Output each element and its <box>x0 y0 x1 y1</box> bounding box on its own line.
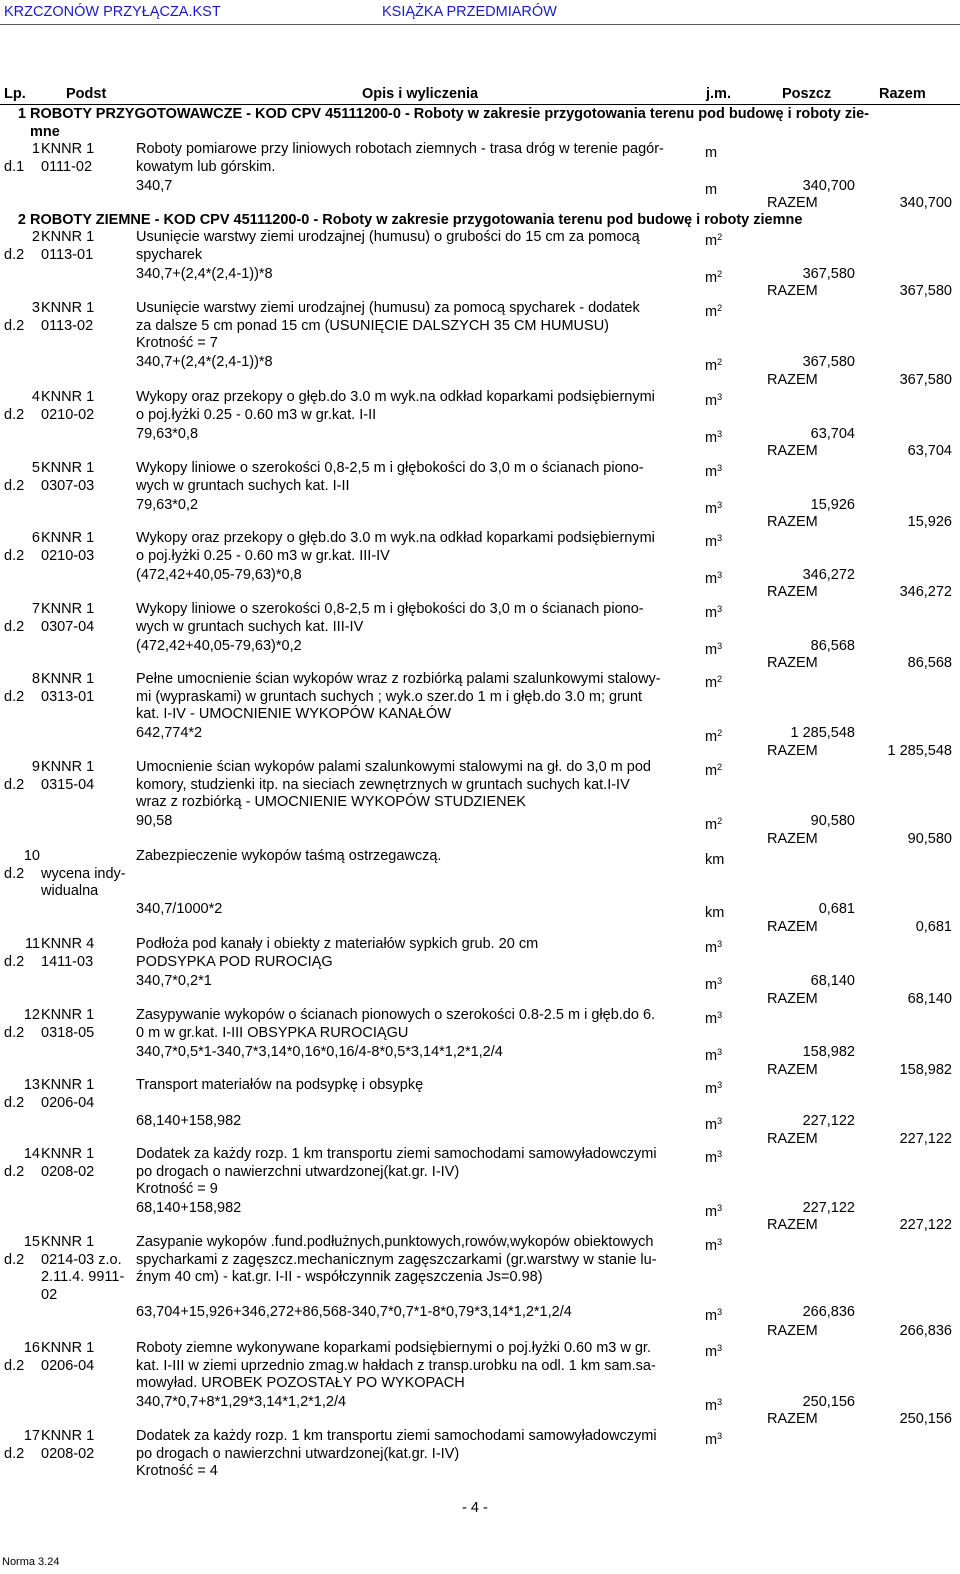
item-number: 5 <box>31 460 40 476</box>
item-basis-code: KNNR 1 <box>41 1007 95 1023</box>
unit-base: m <box>705 729 718 745</box>
item-basis-code: KNNR 1 <box>41 671 95 687</box>
item-basis-code: 0210-03 <box>41 547 95 564</box>
item-description-line: Podłoża pod kanały i obiekty z materiałów sypkich grub. 20 cm <box>136 936 539 952</box>
calc-row <box>0 425 960 446</box>
razem-value: 0,681 <box>915 919 952 935</box>
item-basis-code: 2.11.4. 9911- <box>41 1269 125 1286</box>
item-description-line: mi (wypraskami) w gruntach suchych ; wyk.o szer.do 1 m i głęb.do 3.0 m; grunt <box>136 688 643 705</box>
calc-formula: 68,140+158,982 <box>136 1113 242 1129</box>
calc-formula: 340,7+(2,4*(2,4-1))*8 <box>136 266 273 282</box>
unit-exponent: 2 <box>717 357 723 367</box>
calc-formula: 79,63*0,2 <box>136 497 199 513</box>
unit-base: m <box>705 675 718 691</box>
item-description-line: Zasypywanie wykopów o ścianach pionowych o szerokości 0.8-2.5 m i głęb.do 6. <box>136 1007 656 1023</box>
page-number: - 4 - <box>462 1500 488 1516</box>
item-basis-code: KNNR 1 <box>41 1428 95 1444</box>
section-number: 2 <box>17 212 26 228</box>
calc-value: 266,836 <box>802 1304 855 1320</box>
column-header <box>0 86 960 104</box>
unit-base: m <box>705 1048 718 1064</box>
calc-formula: 340,7/1000*2 <box>136 901 223 917</box>
razem-label: RAZEM <box>767 1323 818 1339</box>
unit-exponent: 2 <box>717 674 723 684</box>
item-description-line: wych w gruntach suchych kat. III-IV <box>136 618 364 635</box>
razem-value: 346,272 <box>899 584 952 600</box>
item-d-number: d.2 <box>4 688 25 705</box>
item-unit <box>705 1146 745 1168</box>
razem-row <box>0 583 960 601</box>
razem-value: 266,836 <box>899 1323 952 1339</box>
unit-base: m <box>705 145 718 161</box>
unit-exponent: 3 <box>717 1080 723 1090</box>
unit-base: m <box>705 1432 718 1448</box>
unit-base: m <box>705 763 718 779</box>
unit-exponent: 3 <box>717 1431 723 1441</box>
razem-row <box>0 194 960 212</box>
item-basis-code: 0206-04 <box>41 1357 95 1374</box>
item-number: 4 <box>31 389 40 405</box>
razem-value: 367,580 <box>899 283 952 299</box>
doc-filename: KRZCZONÓW PRZYŁĄCZA.KST <box>4 4 221 20</box>
razem-label: RAZEM <box>767 743 818 759</box>
item-description-line: Zabezpieczenie wykopów taśmą ostrzegawczą. <box>136 848 442 864</box>
calc-value: 90,580 <box>810 813 855 829</box>
item-description-line: o poj.łyżki 0.25 - 0.60 m3 w gr.kat. III-IV <box>136 547 390 564</box>
unit-base: m <box>705 270 718 286</box>
item-basis-code: 0113-02 <box>41 317 94 334</box>
unit-base: m <box>705 393 718 409</box>
unit-exponent: 3 <box>717 500 723 510</box>
item-description-line: Wykopy liniowe o szerokości 0,8-2,5 m i głębokości do 3,0 m o ścianach piono- <box>136 601 644 617</box>
razem-row <box>0 990 960 1008</box>
calc-formula: 642,774*2 <box>136 725 203 741</box>
unit-exponent: 3 <box>717 1203 723 1213</box>
razem-value: 63,704 <box>907 443 952 459</box>
item-description-line: Umocnienie ścian wykopów palami szalunkowymi stalowymi na gł. do 3,0 m pod <box>136 759 651 775</box>
unit-base: m <box>705 464 718 480</box>
unit-base: m <box>705 605 718 621</box>
unit-exponent: 2 <box>717 232 723 242</box>
item-d-number: d.2 <box>4 1163 25 1180</box>
col-razem: Razem <box>879 86 926 102</box>
item-description-line: po drogach o nawierzchni utwardzonej(kat.gr. I-IV) <box>136 1163 460 1180</box>
razem-label: RAZEM <box>767 1411 818 1427</box>
item-description-line: Wykopy liniowe o szerokości 0,8-2,5 m i głębokości do 3,0 m o ścianach piono- <box>136 460 644 476</box>
item-unit <box>705 601 745 623</box>
item-description-line: spycharkami z zagęszcz.mechanicznym zagęszczarkami (gr.warstwy w stanie lu- <box>136 1251 657 1268</box>
razem-row <box>0 513 960 531</box>
item-description-line: wraz z rozbiórką - UMOCNIENIE WYKOPÓW STUDZIENEK <box>136 794 526 811</box>
razem-value: 227,122 <box>899 1131 952 1147</box>
item-basis-code: KNNR 1 <box>41 601 95 617</box>
item-number: 14 <box>23 1146 40 1162</box>
calc-value: 0,681 <box>818 901 855 917</box>
calc-formula: (472,42+40,05-79,63)*0,8 <box>136 567 302 583</box>
unit-base: m <box>705 1204 718 1220</box>
unit-base: km <box>705 905 725 921</box>
item-basis-code: KNNR 1 <box>41 759 95 775</box>
item-description-line: źnym 40 cm) - kat.gr. I-II - współczynnik zagęszczenia Js=0.98) <box>136 1269 543 1286</box>
item-description-line: kowatym lub górskim. <box>136 158 276 175</box>
col-podst: Podst <box>66 86 107 102</box>
item-description-line: Wykopy oraz przekopy o głęb.do 3.0 m wyk.na odkład koparkami podsiębiernymi <box>136 530 655 546</box>
unit-base: m <box>705 358 718 374</box>
calc-row <box>0 353 960 374</box>
item-description-line: mowyład. UROBEK POZOSTAŁY PO WYKOPACH <box>136 1375 465 1392</box>
unit-base: m <box>705 1150 718 1166</box>
unit-base: m <box>705 1238 718 1254</box>
unit-exponent: 3 <box>717 1307 723 1317</box>
calc-row <box>0 724 960 745</box>
item-basis-code: 0318-05 <box>41 1024 95 1041</box>
unit-exponent: 2 <box>717 816 723 826</box>
item-description-line: o poj.łyżki 0.25 - 0.60 m3 w gr.kat. I-II <box>136 406 377 423</box>
unit-base: m <box>705 571 718 587</box>
razem-row <box>0 1410 960 1428</box>
item-d-number: d.2 <box>4 953 25 970</box>
item-basis-code: KNNR 1 <box>41 389 95 405</box>
razem-label: RAZEM <box>767 831 818 847</box>
item-d-number: d.2 <box>4 1251 25 1268</box>
item-description-line: Dodatek za każdy rozp. 1 km transportu ziemi samochodami samowyładowczymi <box>136 1428 657 1444</box>
item-basis-code: KNNR 1 <box>41 229 95 245</box>
item-description-line: Roboty ziemne wykonywane koparkami podsiębiernymi o poj.łyżki 0.60 m3 w gr. <box>136 1340 651 1356</box>
calc-row <box>0 566 960 587</box>
calc-value: 227,122 <box>802 1113 855 1129</box>
item-basis-code: KNNR 4 <box>41 936 95 952</box>
unit-exponent: 3 <box>717 1237 723 1247</box>
calc-formula: 340,7*0,5*1-340,7*3,14*0,16*0,16/4-8*0,5*3,14*1,2*1,2/4 <box>136 1044 503 1060</box>
calc-row <box>0 177 960 198</box>
item-basis-code: KNNR 1 <box>41 300 95 316</box>
razem-value: 227,122 <box>899 1217 952 1233</box>
calc-value: 1 285,548 <box>790 725 855 741</box>
unit-exponent: 2 <box>717 303 723 313</box>
item-d-number: d.2 <box>4 865 25 882</box>
calc-value: 68,140 <box>810 973 855 989</box>
item-unit <box>705 1340 745 1362</box>
header-rule <box>0 24 960 25</box>
item-d-number: d.2 <box>4 776 25 793</box>
unit-base: m <box>705 182 718 198</box>
unit-exponent: 3 <box>717 1397 723 1407</box>
unit-base: m <box>705 501 718 517</box>
razem-label: RAZEM <box>767 443 818 459</box>
item-number: 1 <box>31 141 40 157</box>
item-basis-code: widualna <box>41 883 99 900</box>
item-basis-code: KNNR 1 <box>41 460 95 476</box>
section-title-line: mne <box>30 124 60 140</box>
item-basis-code: KNNR 1 <box>41 1234 95 1250</box>
razem-label: RAZEM <box>767 372 818 388</box>
unit-exponent: 2 <box>717 762 723 772</box>
item-unit <box>705 460 745 482</box>
calc-value: 340,700 <box>802 178 855 194</box>
calc-formula: 340,7*0,7+8*1,29*3,14*1,2*1,2/4 <box>136 1394 347 1410</box>
calc-formula: 340,7 <box>136 178 173 194</box>
item-basis-code: 0315-04 <box>41 776 95 793</box>
item-unit <box>705 1007 745 1029</box>
calc-value: 63,704 <box>810 426 855 442</box>
item-basis-code: 0307-03 <box>41 477 95 494</box>
calc-formula: (472,42+40,05-79,63)*0,2 <box>136 638 302 654</box>
item-description-line: wych w gruntach suchych kat. I-II <box>136 477 350 494</box>
item-unit <box>705 300 745 322</box>
unit-base: m <box>705 977 718 993</box>
item-basis-code: 0111-02 <box>41 158 93 175</box>
razem-label: RAZEM <box>767 655 818 671</box>
unit-base: m <box>705 1344 718 1360</box>
item-description-line: Zasypanie wykopów .fund.podłużnych,punktowych,rowów,wykopów obiektowych <box>136 1234 654 1250</box>
razem-row <box>0 918 960 936</box>
razem-value: 15,926 <box>907 514 952 530</box>
item-basis-code: 0208-02 <box>41 1163 95 1180</box>
calc-formula: 340,7+(2,4*(2,4-1))*8 <box>136 354 273 370</box>
razem-value: 250,156 <box>899 1411 952 1427</box>
item-d-number: d.1 <box>4 158 25 175</box>
calc-row <box>0 1199 960 1220</box>
item-number: 8 <box>31 671 40 687</box>
item-description-line: Usunięcie warstwy ziemi urodzajnej (humusu) o grubości do 15 cm za pomocą <box>136 229 640 245</box>
item-unit <box>705 1428 745 1450</box>
item-d-number: d.2 <box>4 406 25 423</box>
item-d-number: d.2 <box>4 1024 25 1041</box>
unit-exponent: 3 <box>717 641 723 651</box>
item-number: 9 <box>31 759 40 775</box>
item-description-line: Krotność = 7 <box>136 335 218 352</box>
item-number: 6 <box>31 530 40 546</box>
razem-value: 90,580 <box>907 831 952 847</box>
unit-exponent: 3 <box>717 463 723 473</box>
calc-value: 367,580 <box>802 354 855 370</box>
unit-exponent: 3 <box>717 429 723 439</box>
item-basis-code: KNNR 1 <box>41 1146 95 1162</box>
item-number: 15 <box>23 1234 40 1250</box>
item-unit <box>705 936 745 958</box>
unit-base: km <box>705 852 725 868</box>
unit-exponent: 2 <box>717 728 723 738</box>
unit-exponent: 3 <box>717 1010 723 1020</box>
item-basis-code: 0313-01 <box>41 688 95 705</box>
item-unit <box>705 671 745 693</box>
unit-exponent: 3 <box>717 1149 723 1159</box>
unit-exponent: 3 <box>717 570 723 580</box>
item-basis-code: 02 <box>41 1287 58 1304</box>
item-basis-code: 0206-04 <box>41 1094 95 1111</box>
unit-exponent: 3 <box>717 939 723 949</box>
calc-formula: 90,58 <box>136 813 173 829</box>
item-unit <box>705 759 745 781</box>
item-description-line: kat. I-IV - UMOCNIENIE WYKOPÓW KANAŁÓW <box>136 706 451 723</box>
razem-row <box>0 1216 960 1234</box>
unit-exponent: 2 <box>717 269 723 279</box>
unit-base: m <box>705 430 718 446</box>
calc-value: 86,568 <box>810 638 855 654</box>
item-d-number: d.2 <box>4 1445 25 1462</box>
item-basis-code: KNNR 1 <box>41 141 95 157</box>
unit-exponent: 3 <box>717 604 723 614</box>
razem-row <box>0 1322 960 1340</box>
razem-row <box>0 830 960 848</box>
item-number: 16 <box>23 1340 40 1356</box>
calc-row <box>0 972 960 993</box>
razem-value: 340,700 <box>899 195 952 211</box>
unit-exponent: 3 <box>717 1047 723 1057</box>
razem-label: RAZEM <box>767 283 818 299</box>
calc-formula: 68,140+158,982 <box>136 1200 242 1216</box>
unit-base: m <box>705 940 718 956</box>
unit-base: m <box>705 1398 718 1414</box>
item-description-line: 0 m w gr.kat. I-III OBSYPKA RUROCIĄGU <box>136 1024 409 1041</box>
calc-row <box>0 1393 960 1414</box>
item-unit <box>705 530 745 552</box>
razem-row <box>0 742 960 760</box>
item-number: 12 <box>23 1007 40 1023</box>
unit-base: m <box>705 534 718 550</box>
doc-title: KSIĄŻKA PRZEDMIARÓW <box>382 4 557 20</box>
item-description-line: Krotność = 9 <box>136 1181 218 1198</box>
unit-exponent: 3 <box>717 976 723 986</box>
item-basis-code: wycena indy- <box>41 865 126 882</box>
unit-base: m <box>705 1117 718 1133</box>
col-jm: j.m. <box>706 86 731 102</box>
razem-value: 1 285,548 <box>887 743 952 759</box>
item-basis-code: 0210-02 <box>41 406 95 423</box>
item-basis-code: KNNR 1 <box>41 1340 95 1356</box>
calc-value: 367,580 <box>802 266 855 282</box>
item-basis-code: KNNR 1 <box>41 530 95 546</box>
razem-label: RAZEM <box>767 1217 818 1233</box>
item-description-line: Wykopy oraz przekopy o głęb.do 3.0 m wyk.na odkład koparkami podsiębiernymi <box>136 389 655 405</box>
norma-version: Norma 3.24 <box>2 1556 60 1568</box>
item-description-line: Roboty pomiarowe przy liniowych robotach ziemnych - trasa dróg w terenie pagór- <box>136 141 664 157</box>
item-description-line: komory, studzienki itp. na sieciach zewnętrznych w gruntach suchych kat.I-IV <box>136 776 630 793</box>
unit-base: m <box>705 1308 718 1324</box>
razem-row <box>0 371 960 389</box>
razem-label: RAZEM <box>767 1062 818 1078</box>
calc-value: 227,122 <box>802 1200 855 1216</box>
col-poszcz: Poszcz <box>782 86 832 102</box>
calc-value: 250,156 <box>802 1394 855 1410</box>
razem-label: RAZEM <box>767 919 818 935</box>
unit-exponent: 3 <box>717 1343 723 1353</box>
razem-value: 68,140 <box>907 991 952 1007</box>
razem-label: RAZEM <box>767 1131 818 1147</box>
item-d-number: d.2 <box>4 1357 25 1374</box>
calc-row <box>0 900 960 921</box>
unit-exponent: 3 <box>717 1116 723 1126</box>
unit-base: m <box>705 304 718 320</box>
calc-row <box>0 812 960 833</box>
calc-row <box>0 1303 960 1324</box>
razem-value: 367,580 <box>899 372 952 388</box>
calc-row <box>0 496 960 517</box>
unit-base: m <box>705 233 718 249</box>
unit-exponent: 3 <box>717 392 723 402</box>
razem-value: 158,982 <box>899 1062 952 1078</box>
item-unit <box>705 1234 745 1256</box>
item-basis-code: 1411-03 <box>41 953 94 970</box>
unit-base: m <box>705 1081 718 1097</box>
item-d-number: d.2 <box>4 477 25 494</box>
calc-row <box>0 1112 960 1133</box>
item-unit <box>705 389 745 411</box>
item-number: 11 <box>24 936 40 952</box>
razem-label: RAZEM <box>767 195 818 211</box>
item-number: 13 <box>23 1077 40 1093</box>
item-description-line: Krotność = 4 <box>136 1463 218 1480</box>
item-number: 3 <box>31 300 40 316</box>
item-description-line: spycharek <box>136 246 203 263</box>
item-basis-code: 0113-01 <box>41 246 94 263</box>
section-title-line: ROBOTY PRZYGOTOWAWCZE - KOD CPV 45111200-0 - Roboty w zakresie przygotowania terenu pod budowę i roboty zie- <box>30 106 869 122</box>
item-d-number: d.2 <box>4 317 25 334</box>
item-description-line: Usunięcie warstwy ziemi urodzajnej (humusu) za pomocą spycharek - dodatek <box>136 300 640 316</box>
section-number: 1 <box>17 106 26 122</box>
razem-label: RAZEM <box>767 991 818 1007</box>
item-description-line: po drogach o nawierzchni utwardzonej(kat.gr. I-IV) <box>136 1445 460 1462</box>
calc-row <box>0 637 960 658</box>
item-unit <box>705 848 745 870</box>
item-number: 7 <box>31 601 40 617</box>
calc-formula: 340,7*0,2*1 <box>136 973 212 989</box>
item-number: 10 <box>23 848 40 864</box>
item-d-number: d.2 <box>4 246 25 263</box>
item-d-number: d.2 <box>4 547 25 564</box>
razem-row <box>0 654 960 672</box>
item-basis-code: 0208-02 <box>41 1445 95 1462</box>
item-unit <box>705 229 745 251</box>
item-description-line: za dalsze 5 cm ponad 15 cm (USUNIĘCIE DALSZYCH 35 CM HUMUSU) <box>136 317 609 334</box>
calc-value: 15,926 <box>810 497 855 513</box>
unit-base: m <box>705 642 718 658</box>
item-number: 2 <box>31 229 40 245</box>
razem-row <box>0 282 960 300</box>
item-description-line: Pełne umocnienie ścian wykopów wraz z rozbiórką palami szalunkowymi stalowy- <box>136 671 661 687</box>
item-description-line: PODSYPKA POD RUROCIĄG <box>136 953 333 970</box>
unit-base: m <box>705 1011 718 1027</box>
calc-row <box>0 265 960 286</box>
col-opis: Opis i wyliczenia <box>362 86 479 102</box>
item-description-line: kat. I-III w ziemi uprzednio zmag.w hałdach z transp.urobku na odl. 1 km sam.sa- <box>136 1357 656 1374</box>
item-basis-code: 0214-03 z.o. <box>41 1251 122 1268</box>
razem-row <box>0 442 960 460</box>
calc-formula: 63,704+15,926+346,272+86,568-340,7*0,7*1-8*0,79*3,14*1,2*1,2/4 <box>136 1304 572 1320</box>
item-description-line: Dodatek za każdy rozp. 1 km transportu ziemi samochodami samowyładowczymi <box>136 1146 657 1162</box>
unit-base: m <box>705 817 718 833</box>
razem-label: RAZEM <box>767 584 818 600</box>
item-d-number: d.2 <box>4 1094 25 1111</box>
section-title-line: ROBOTY ZIEMNE - KOD CPV 45111200-0 - Roboty w zakresie przygotowania terenu pod budowę i roboty ziemne <box>30 212 803 228</box>
razem-value: 86,568 <box>907 655 952 671</box>
col-lp: Lp. <box>4 86 26 102</box>
item-basis-code: KNNR 1 <box>41 1077 95 1093</box>
razem-label: RAZEM <box>767 514 818 530</box>
item-unit <box>705 1077 745 1099</box>
item-d-number: d.2 <box>4 618 25 635</box>
item-number: 17 <box>23 1428 40 1444</box>
unit-exponent: 3 <box>717 533 723 543</box>
item-unit <box>705 141 745 163</box>
item-description-line: Transport materiałów na podsypkę i obsypkę <box>136 1077 424 1093</box>
calc-formula: 79,63*0,8 <box>136 426 199 442</box>
calc-value: 158,982 <box>802 1044 855 1060</box>
calc-row <box>0 1043 960 1064</box>
item-basis-code: 0307-04 <box>41 618 95 635</box>
calc-value: 346,272 <box>802 567 855 583</box>
